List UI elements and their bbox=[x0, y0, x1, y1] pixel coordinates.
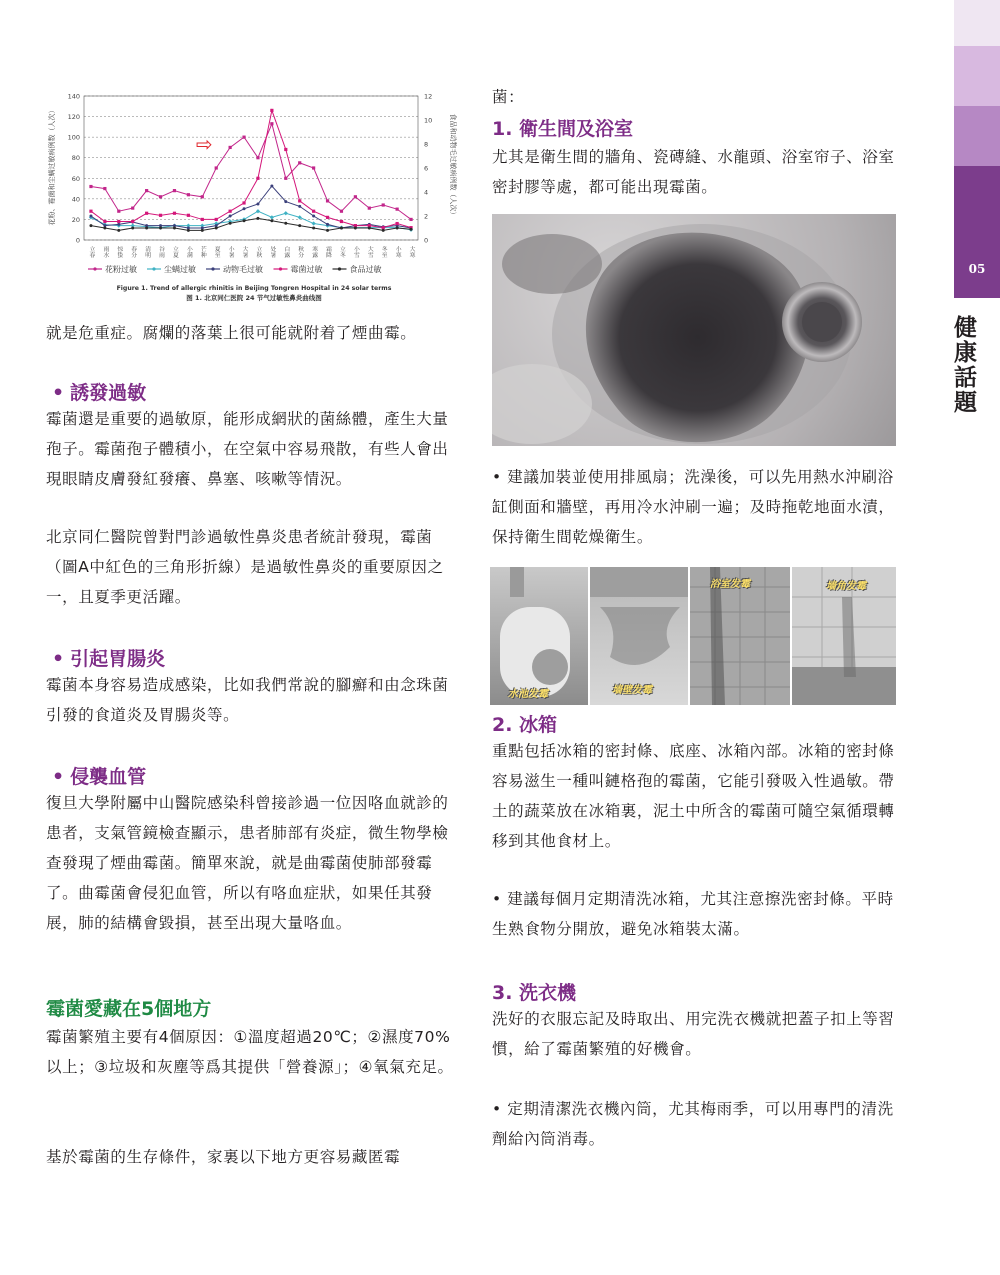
chart-point bbox=[256, 209, 260, 213]
chart-xtick: 白露 bbox=[282, 246, 289, 258]
photo-bathroom-mold bbox=[690, 567, 790, 705]
photo-label-wall: 墙壁发霉 bbox=[612, 685, 652, 696]
continued-text: 菌： bbox=[492, 88, 525, 106]
sidebar-band-3 bbox=[954, 106, 1000, 166]
photo-label-sink: 水池发霉 bbox=[508, 689, 548, 700]
chart-legend-label: 尘螨过敏 bbox=[164, 265, 196, 274]
vessel-invasion-paragraph: 復旦大學附屬中山醫院感染科曾接診過一位因咯血就診的患者，支氣管鏡檢查顯示，患者肺部有炎症，微生物學檢查發現了煙曲霉菌。簡單來說，就是曲霉菌使肺部發霉了。曲霉菌會侵犯血管，所以有咯血症狀，如果任其發展，肺的結構會毀損，甚至出現大量咯血。 bbox=[46, 794, 449, 932]
chart-xtick: 处暑 bbox=[268, 246, 275, 258]
chart-xtick: 惊蛰 bbox=[115, 246, 122, 258]
chart-point bbox=[270, 109, 273, 112]
mold-photo-graphic bbox=[492, 214, 896, 446]
heading-fridge: 2. 冰箱 bbox=[492, 714, 558, 736]
chart-point bbox=[298, 161, 301, 164]
chart-point bbox=[326, 216, 329, 219]
chart-xtick: 大暑 bbox=[241, 246, 248, 258]
bullet-dot: • bbox=[52, 382, 65, 404]
chart-point bbox=[187, 229, 190, 232]
chart-ylabel-left: 花粉、霉菌和尘螨过敏病例数（人次） bbox=[48, 106, 56, 226]
chart-xtick: 谷雨 bbox=[157, 246, 164, 258]
chart-ytick-left: 140 bbox=[67, 92, 80, 101]
chart-xtick: 小暑 bbox=[227, 246, 234, 258]
chart-xtick: 清明 bbox=[143, 246, 150, 258]
fridge-tip: • 建議每個月定期清洗冰箱，尤其注意擦洗密封條。平時生熟食物分開放，避免冰箱裝太滿。 bbox=[492, 890, 894, 938]
chart-xtick: 立夏 bbox=[171, 246, 178, 258]
chart-xtick: 立春 bbox=[87, 246, 94, 258]
washer-tip: • 定期清潔洗衣機內筒，尤其梅雨季，可以用專門的清洗劑給內筒消毒。 bbox=[492, 1100, 894, 1148]
chart-point bbox=[131, 227, 134, 230]
chart-point bbox=[201, 229, 204, 232]
chart-point bbox=[159, 195, 162, 198]
chart-point bbox=[340, 227, 343, 230]
chart-point bbox=[117, 220, 120, 223]
chart-point bbox=[256, 203, 259, 206]
chart-point bbox=[201, 195, 204, 198]
chart-point bbox=[103, 187, 106, 190]
chart-point bbox=[229, 146, 232, 149]
allergy-paragraph-1: 霉菌還是重要的過敏原，能形成網狀的菌絲體，產生大量孢子。霉菌孢子體積小，在空氣中容易飛散，有些人會出現眼睛皮膚發紅發癢、鼻塞、咳嗽等情況。 bbox=[46, 410, 449, 488]
chart-point bbox=[89, 185, 92, 188]
chart-ytick-left: 100 bbox=[67, 133, 80, 142]
chart-ytick-right: 2 bbox=[424, 212, 429, 221]
chart-point bbox=[298, 224, 301, 227]
section-sidebar bbox=[930, 0, 1000, 1275]
chart-series-line bbox=[91, 218, 411, 230]
chart-xtick: 夏至 bbox=[213, 246, 220, 258]
chart-point bbox=[284, 200, 287, 203]
chart-point bbox=[284, 148, 287, 151]
chart-subtitle: 图 1. 北京同仁医院 24 节气过敏性鼻炎曲线图 bbox=[186, 294, 322, 302]
chart-point bbox=[326, 199, 329, 202]
chart-point bbox=[368, 207, 371, 210]
chart-point bbox=[173, 212, 176, 215]
chart-point bbox=[131, 207, 134, 210]
heading-gastroenteritis: • 引起胃腸炎 bbox=[52, 648, 166, 670]
sidebar-band-4 bbox=[954, 166, 1000, 298]
chart-point bbox=[409, 218, 412, 221]
chart-point bbox=[159, 227, 162, 230]
chart-series-line bbox=[91, 110, 411, 227]
chart-xtick: 春分 bbox=[129, 246, 136, 258]
chart-point bbox=[270, 215, 274, 219]
chart-ytick-left: 120 bbox=[67, 113, 80, 122]
chart-point bbox=[270, 185, 273, 188]
chart-ytick-right: 4 bbox=[424, 188, 429, 197]
chart-point bbox=[215, 218, 218, 221]
chart-point bbox=[173, 227, 176, 230]
chart-point bbox=[117, 229, 120, 232]
chart-plot-frame bbox=[84, 96, 418, 240]
chart-point bbox=[396, 227, 399, 230]
chart-point bbox=[382, 229, 385, 232]
chart-point bbox=[256, 156, 259, 159]
chart-point bbox=[312, 166, 315, 169]
chart-point bbox=[298, 199, 301, 202]
chart-ylabel-right: 食品和动物毛过敏病例数（人次） bbox=[449, 113, 457, 219]
page-number: 05 bbox=[968, 262, 986, 276]
chart-point bbox=[298, 215, 302, 219]
photo-label-bathroom: 浴室发霉 bbox=[710, 579, 750, 590]
chart-xtick: 霜降 bbox=[324, 246, 331, 258]
chart-xtick: 立冬 bbox=[338, 246, 345, 258]
chart-point bbox=[410, 228, 413, 231]
chart-ytick-left: 60 bbox=[71, 174, 80, 183]
chart-legend-marker bbox=[93, 267, 96, 270]
chart-point bbox=[103, 227, 106, 230]
chart-ytick-left: 20 bbox=[71, 215, 80, 224]
chart-point bbox=[312, 215, 315, 218]
chart-point bbox=[340, 210, 343, 213]
chart-point bbox=[326, 229, 329, 232]
fridge-paragraph: 重點包括冰箱的密封條、底座、冰箱內部。冰箱的密封條容易滋生一種叫鏈格孢的霉菌，它能引發吸入性過敏。帶土的蔬菜放在冰箱裏，泥土中所含的霉菌可隨空氣循環轉移到其他食材上。 bbox=[492, 742, 895, 850]
chart-point bbox=[159, 214, 162, 217]
chart-legend-marker bbox=[279, 267, 282, 270]
chart-ytick-right: 6 bbox=[424, 164, 429, 173]
chart-point bbox=[117, 223, 120, 226]
allergy-paragraph-2: 北京同仁醫院曾對門診過敏性鼻炎患者統計發現，霉菌（圖A中紅色的三角形折線）是過敏性鼻炎的重要原因之一，且夏季更活躍。 bbox=[46, 528, 444, 606]
chart-point bbox=[117, 210, 120, 213]
bathroom-tip: • 建議加裝並使用排風扇；洗澡後，可以先用熱水沖刷浴缸側面和牆壁，再用冷水沖刷一遍；及時拖乾地面水漬，保持衛生間乾燥衛生。 bbox=[492, 468, 895, 546]
section-title: 健康話題 bbox=[950, 315, 977, 415]
chart-xtick: 立秋 bbox=[254, 246, 261, 258]
chart-point bbox=[187, 193, 190, 196]
chart-legend-label: 花粉过敏 bbox=[105, 265, 137, 274]
sidebar-band-1 bbox=[954, 0, 1000, 46]
allergy-trend-chart bbox=[46, 86, 458, 306]
chart-point bbox=[312, 221, 316, 225]
chart-point bbox=[382, 226, 385, 229]
chart-ytick-left: 80 bbox=[71, 154, 80, 163]
chart-point bbox=[243, 219, 246, 222]
chart-point bbox=[256, 217, 259, 220]
chart-axes bbox=[68, 93, 433, 259]
chart-xtick: 小雪 bbox=[352, 246, 359, 258]
chart-ytick-right: 8 bbox=[424, 140, 429, 149]
photo-label-corner: 墙角发霉 bbox=[826, 581, 866, 592]
chart-point bbox=[284, 222, 287, 225]
chart-point bbox=[270, 219, 273, 222]
heading-vessel-invasion: • 侵襲血管 bbox=[52, 766, 147, 788]
chart-series-line bbox=[91, 124, 411, 220]
chart-point bbox=[187, 214, 190, 217]
chart-point bbox=[284, 211, 288, 215]
washer-paragraph: 洗好的衣服忘記及時取出、用完洗衣機就把蓋子扣上等習慣，給了霉菌繁殖的好機會。 bbox=[492, 1010, 895, 1058]
chart-grid bbox=[84, 96, 418, 240]
chart-svg bbox=[46, 86, 458, 306]
chart-arrow-annotation: ⇨ bbox=[196, 132, 213, 156]
chart-point bbox=[270, 122, 273, 125]
chart-point bbox=[89, 215, 92, 218]
chart-ytick-left: 0 bbox=[75, 236, 80, 245]
chart-point bbox=[201, 218, 204, 221]
chart-point bbox=[354, 227, 357, 230]
chart-point bbox=[326, 223, 329, 226]
bathroom-paragraph: 尤其是衛生間的牆角、瓷磚縫、水龍頭、浴室帘子、浴室密封膠等處，都可能出現霉菌。 bbox=[492, 148, 895, 196]
chart-xtick: 小满 bbox=[185, 246, 192, 258]
chart-point bbox=[242, 136, 245, 139]
heading-washer: 3. 洗衣機 bbox=[492, 982, 577, 1004]
bullet-dot: • bbox=[52, 648, 65, 670]
chart-point bbox=[354, 195, 357, 198]
photo-corner-mold bbox=[792, 567, 896, 705]
chart-point bbox=[145, 189, 148, 192]
chart-xtick: 大寒 bbox=[408, 246, 415, 258]
chart-point bbox=[103, 220, 106, 223]
chart-legend-marker bbox=[211, 267, 214, 270]
chart-point bbox=[229, 215, 232, 218]
chart-xtick: 芒种 bbox=[199, 246, 206, 258]
chart-point bbox=[173, 189, 176, 192]
chart-point bbox=[215, 166, 218, 169]
chart-point bbox=[229, 222, 232, 225]
chart-ytick-right: 12 bbox=[424, 92, 433, 101]
chart-legend-marker bbox=[152, 267, 155, 270]
chart-ytick-left: 40 bbox=[71, 195, 80, 204]
chart-point bbox=[382, 203, 385, 206]
heading-five-places: 霉菌愛藏在5個地方 bbox=[46, 998, 212, 1020]
chart-point bbox=[396, 208, 399, 211]
chart-series-line bbox=[91, 211, 411, 230]
chart-legend-marker bbox=[338, 267, 341, 270]
chart-series-line bbox=[91, 186, 411, 228]
chart-point bbox=[340, 220, 343, 223]
chart-xtick: 秋分 bbox=[296, 246, 303, 258]
heading-allergy: • 誘發過敏 bbox=[52, 382, 147, 404]
five-places-paragraph-2: 基於霉菌的生存條件，家裏以下地方更容易藏匿霉 bbox=[46, 1148, 401, 1166]
chart-point bbox=[396, 222, 399, 225]
intro-paragraph: 就是危重症。腐爛的落葉上很可能就附着了煙曲霉。 bbox=[46, 324, 417, 342]
bullet-dot: • bbox=[52, 766, 65, 788]
chart-title: Figure 1. Trend of allergic rhinitis in Beijing Tongren Hospital in 24 solar terms bbox=[116, 285, 392, 292]
chart-xtick: 大雪 bbox=[366, 246, 373, 258]
five-places-paragraph-1: 霉菌繁殖主要有4個原因：①溫度超過20℃；②濕度70%以上；③垃圾和灰塵等爲其提供「營養源」；④氧氣充足。 bbox=[46, 1028, 454, 1076]
chart-legend-label: 动物毛过敏 bbox=[223, 265, 263, 274]
chart-xtick: 冬至 bbox=[380, 246, 387, 258]
chart-point bbox=[145, 227, 148, 230]
chart-legend-label: 霉菌过敏 bbox=[290, 265, 323, 274]
photo-wall-mold bbox=[590, 567, 688, 705]
chart-point bbox=[229, 210, 232, 213]
chart-point bbox=[284, 177, 287, 180]
photo-sink-mold bbox=[490, 567, 588, 705]
chart-xtick: 雨水 bbox=[101, 246, 108, 258]
mold-closeup-photo bbox=[492, 214, 896, 446]
chart-point bbox=[312, 210, 315, 213]
chart-xtick: 寒露 bbox=[310, 246, 317, 258]
chart-legend bbox=[88, 264, 382, 274]
chart-legend-label: 食品过敏 bbox=[349, 265, 382, 274]
chart-point bbox=[89, 224, 92, 227]
heading-bathroom: 1. 衛生間及浴室 bbox=[492, 118, 634, 140]
chart-point bbox=[215, 227, 218, 230]
bathroom-mold-photos bbox=[490, 567, 896, 705]
gastroenteritis-paragraph: 霉菌本身容易造成感染，比如我們常說的腳癬和由念珠菌引發的食道炎及胃腸炎等。 bbox=[46, 676, 449, 724]
chart-point bbox=[312, 227, 315, 230]
chart-point bbox=[242, 201, 245, 204]
chart-ytick-right: 0 bbox=[424, 236, 429, 245]
chart-ytick-right: 10 bbox=[424, 116, 433, 125]
chart-point bbox=[131, 220, 134, 223]
chart-point bbox=[368, 227, 371, 230]
sidebar-band-2 bbox=[954, 46, 1000, 106]
chart-xtick: 小寒 bbox=[394, 246, 401, 258]
chart-point bbox=[145, 212, 148, 215]
chart-point bbox=[89, 210, 92, 213]
chart-point bbox=[243, 207, 246, 210]
chart-series bbox=[89, 109, 413, 232]
chart-point bbox=[256, 177, 259, 180]
chart-point bbox=[298, 205, 301, 208]
